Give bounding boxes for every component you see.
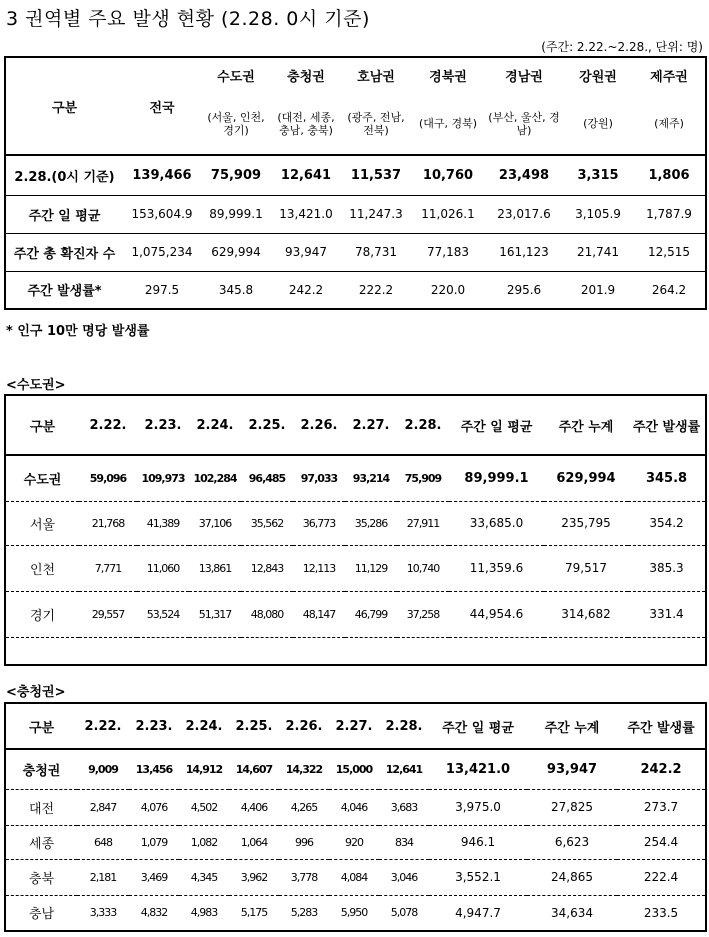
daily-cell: 5,950	[329, 895, 379, 931]
row-label: 세종	[5, 825, 77, 859]
summary-row-label: 주간 일 평균	[5, 195, 123, 233]
daily-cell: 2,181	[77, 859, 129, 895]
column-header: 2.28.	[404, 417, 442, 433]
daily-cell: 3,683	[379, 789, 429, 825]
summary-header-national: 전국	[149, 100, 175, 116]
summary-cell: 11,026.1	[411, 195, 485, 233]
daily-cell: 5,175	[229, 895, 279, 931]
column-header: 주간 발생률	[627, 720, 695, 736]
summary-cell: 242.2	[271, 271, 341, 309]
column-header: 2.28.	[385, 718, 423, 734]
daily-cell: 21,768	[79, 501, 137, 545]
daily-cell: 3,962	[229, 859, 279, 895]
weekly-rate-cell: 233.5	[617, 895, 706, 931]
summary-cell: 77,183	[411, 233, 485, 271]
table-row	[5, 591, 706, 637]
weekly-rate-cell: 242.2	[617, 749, 706, 789]
summary-cell: 1,806	[633, 155, 706, 195]
column-header: 구분	[29, 419, 56, 435]
daily-cell: 4,502	[179, 789, 229, 825]
weekly-avg-cell: 13,421.0	[429, 749, 527, 789]
daily-cell: 648	[77, 825, 129, 859]
row-label: 대전	[5, 789, 77, 825]
daily-cell: 48,080	[241, 591, 293, 637]
row-label: 충남	[5, 895, 77, 931]
row-label: 인천	[5, 545, 79, 591]
summary-cell: 21,741	[563, 233, 633, 271]
daily-cell: 14,322	[279, 749, 329, 789]
summary-cell: 220.0	[411, 271, 485, 309]
daily-cell: 2,847	[77, 789, 129, 825]
summary-header-region: 경북권	[429, 70, 467, 85]
summary-region-sub: (서울, 인천, 경기)	[207, 110, 265, 137]
summary-header-region: 강원권	[579, 70, 617, 85]
daily-cell: 46,799	[345, 591, 397, 637]
weekly-rate-cell: 222.4	[617, 859, 706, 895]
summary-cell: 93,947	[271, 233, 341, 271]
daily-cell: 4,345	[179, 859, 229, 895]
summary-table	[4, 56, 707, 310]
weekly-sum-cell: 235,795	[544, 501, 628, 545]
summary-cell: 78,731	[341, 233, 411, 271]
summary-header-region: 수도권	[217, 70, 255, 85]
summary-header-region: 경남권	[505, 70, 543, 85]
daily-cell: 93,214	[345, 455, 397, 501]
weekly-avg-cell: 44,954.6	[449, 591, 544, 637]
daily-cell: 59,096	[79, 455, 137, 501]
summary-cell: 3,315	[563, 155, 633, 195]
daily-cell: 5,283	[279, 895, 329, 931]
summary-cell: 75,909	[201, 155, 271, 195]
daily-cell: 13,861	[189, 545, 241, 591]
column-header: 2.23.	[135, 718, 173, 734]
summary-region-sub: (대구, 경북)	[418, 117, 478, 130]
summary-row	[5, 155, 706, 195]
summary-row-label: 주간 발생률*	[5, 271, 123, 309]
summary-cell: 3,105.9	[563, 195, 633, 233]
weekly-rate-cell: 354.2	[628, 501, 706, 545]
summary-cell: 295.6	[485, 271, 563, 309]
daily-cell: 27,911	[397, 501, 449, 545]
table-row	[5, 789, 706, 825]
row-label: 수도권	[5, 455, 79, 501]
summary-cell: 12,641	[271, 155, 341, 195]
daily-cell: 4,265	[279, 789, 329, 825]
column-header: 2.22.	[89, 417, 127, 433]
column-header: 주간 발생률	[632, 419, 701, 435]
summary-cell: 10,760	[411, 155, 485, 195]
summary-cell: 23,017.6	[485, 195, 563, 233]
total-row	[5, 749, 706, 789]
daily-cell: 53,524	[137, 591, 189, 637]
column-header: 2.26.	[285, 718, 323, 734]
row-label: 충북	[5, 859, 77, 895]
summary-region-sub: (대전, 세종, 충남, 충북)	[277, 110, 335, 137]
summary-header-region: 제주권	[650, 70, 688, 85]
summary-region-sub: (광주, 전남, 전북)	[347, 110, 405, 137]
summary-row	[5, 271, 706, 309]
daily-cell: 4,406	[229, 789, 279, 825]
row-label: 충청권	[5, 749, 77, 789]
daily-cell: 12,113	[293, 545, 345, 591]
daily-cell: 3,333	[77, 895, 129, 931]
daily-cell: 10,740	[397, 545, 449, 591]
summary-cell: 345.8	[201, 271, 271, 309]
daily-cell: 3,469	[129, 859, 179, 895]
daily-cell: 1,064	[229, 825, 279, 859]
row-label: 서울	[5, 501, 79, 545]
daily-cell: 4,084	[329, 859, 379, 895]
summary-cell: 139,466	[123, 155, 201, 195]
weekly-sum-cell: 27,825	[527, 789, 617, 825]
summary-cell: 1,787.9	[633, 195, 706, 233]
daily-cell: 35,562	[241, 501, 293, 545]
table-row	[5, 895, 706, 931]
daily-cell: 109,973	[137, 455, 189, 501]
weekly-avg-cell: 4,947.7	[429, 895, 527, 931]
daily-cell: 4,983	[179, 895, 229, 931]
summary-cell: 222.2	[341, 271, 411, 309]
table-row	[5, 545, 706, 591]
summary-cell: 1,075,234	[123, 233, 201, 271]
summary-row	[5, 195, 706, 233]
column-header: 주간 일 평균	[460, 419, 533, 435]
summary-header-region: 호남권	[357, 70, 395, 85]
daily-cell: 920	[329, 825, 379, 859]
section-label-capital: <수도권>	[6, 378, 66, 393]
daily-cell: 102,284	[189, 455, 241, 501]
column-header: 구분	[28, 720, 55, 736]
summary-cell: 12,515	[633, 233, 706, 271]
summary-cell: 11,247.3	[341, 195, 411, 233]
empty-cell	[5, 637, 706, 665]
daily-cell: 48,147	[293, 591, 345, 637]
daily-cell: 97,033	[293, 455, 345, 501]
daily-cell: 834	[379, 825, 429, 859]
column-header: 주간 누계	[544, 720, 600, 736]
summary-row-label: 2.28.(0시 기준)	[5, 155, 123, 195]
weekly-rate-cell: 273.7	[617, 789, 706, 825]
summary-region-sub: (제주)	[654, 117, 684, 130]
daily-cell: 7,771	[79, 545, 137, 591]
weekly-sum-cell: 314,682	[544, 591, 628, 637]
unit-caption: (주간: 2.22.~2.28., 단위: 명)	[541, 40, 703, 54]
summary-row-label: 주간 총 확진자 수	[5, 233, 123, 271]
daily-cell: 1,082	[179, 825, 229, 859]
daily-cell: 29,557	[79, 591, 137, 637]
daily-cell: 4,046	[329, 789, 379, 825]
summary-cell: 23,498	[485, 155, 563, 195]
summary-cell: 11,537	[341, 155, 411, 195]
daily-cell: 35,286	[345, 501, 397, 545]
weekly-rate-cell: 331.4	[628, 591, 706, 637]
daily-cell: 11,129	[345, 545, 397, 591]
summary-cell: 264.2	[633, 271, 706, 309]
daily-cell: 12,641	[379, 749, 429, 789]
table-row	[5, 859, 706, 895]
daily-cell: 37,258	[397, 591, 449, 637]
summary-cell: 153,604.9	[123, 195, 201, 233]
weekly-rate-cell: 254.4	[617, 825, 706, 859]
weekly-avg-cell: 33,685.0	[449, 501, 544, 545]
weekly-sum-cell: 79,517	[544, 545, 628, 591]
weekly-sum-cell: 6,623	[527, 825, 617, 859]
section-label-chungcheong: <충청권>	[6, 685, 66, 700]
summary-header-corner: 구분	[51, 100, 78, 116]
daily-cell: 13,456	[129, 749, 179, 789]
weekly-sum-cell: 629,994	[544, 455, 628, 501]
weekly-avg-cell: 11,359.6	[449, 545, 544, 591]
column-header: 2.25.	[235, 718, 273, 734]
row-label: 경기	[5, 591, 79, 637]
daily-cell: 3,778	[279, 859, 329, 895]
weekly-avg-cell: 89,999.1	[449, 455, 544, 501]
summary-cell: 13,421.0	[271, 195, 341, 233]
weekly-rate-cell: 385.3	[628, 545, 706, 591]
column-header: 주간 누계	[558, 419, 614, 435]
weekly-sum-cell: 93,947	[527, 749, 617, 789]
daily-cell: 1,079	[129, 825, 179, 859]
daily-cell: 12,843	[241, 545, 293, 591]
summary-cell: 89,999.1	[201, 195, 271, 233]
table-row	[5, 825, 706, 859]
table-row	[5, 501, 706, 545]
weekly-rate-cell: 345.8	[628, 455, 706, 501]
total-row	[5, 455, 706, 501]
weekly-sum-cell: 34,634	[527, 895, 617, 931]
summary-row	[5, 233, 706, 271]
daily-cell: 75,909	[397, 455, 449, 501]
daily-cell: 37,106	[189, 501, 241, 545]
daily-cell: 4,832	[129, 895, 179, 931]
column-header: 2.24.	[196, 417, 234, 433]
daily-cell: 5,078	[379, 895, 429, 931]
column-header: 2.25.	[248, 417, 286, 433]
column-header: 2.24.	[185, 718, 223, 734]
weekly-avg-cell: 3,552.1	[429, 859, 527, 895]
capital-table	[4, 394, 707, 666]
daily-cell: 15,000	[329, 749, 379, 789]
summary-header-region: 충청권	[287, 70, 325, 85]
daily-cell: 11,060	[137, 545, 189, 591]
daily-cell: 14,912	[179, 749, 229, 789]
column-header: 주간 일 평균	[442, 720, 514, 736]
footnote: * 인구 10만 명당 발생률	[6, 324, 150, 339]
daily-cell: 14,607	[229, 749, 279, 789]
daily-cell: 4,076	[129, 789, 179, 825]
summary-cell: 201.9	[563, 271, 633, 309]
column-header: 2.23.	[144, 417, 182, 433]
summary-region-sub: (강원)	[583, 117, 613, 130]
daily-cell: 96,485	[241, 455, 293, 501]
weekly-avg-cell: 3,975.0	[429, 789, 527, 825]
column-header: 2.22.	[84, 718, 122, 734]
daily-cell: 36,773	[293, 501, 345, 545]
column-header: 2.26.	[300, 417, 338, 433]
chungcheong-table	[4, 702, 707, 932]
summary-cell: 161,123	[485, 233, 563, 271]
empty-row	[5, 637, 706, 665]
summary-cell: 629,994	[201, 233, 271, 271]
weekly-avg-cell: 946.1	[429, 825, 527, 859]
daily-cell: 51,317	[189, 591, 241, 637]
daily-cell: 41,389	[137, 501, 189, 545]
daily-cell: 9,009	[77, 749, 129, 789]
column-header: 2.27.	[335, 718, 373, 734]
column-header: 2.27.	[352, 417, 390, 433]
page-title: 3 권역별 주요 발생 현황 (2.28. 0시 기준)	[6, 8, 370, 30]
weekly-sum-cell: 24,865	[527, 859, 617, 895]
daily-cell: 3,046	[379, 859, 429, 895]
summary-region-sub: (부산, 울산, 경남)	[488, 110, 560, 137]
summary-cell: 297.5	[123, 271, 201, 309]
daily-cell: 996	[279, 825, 329, 859]
